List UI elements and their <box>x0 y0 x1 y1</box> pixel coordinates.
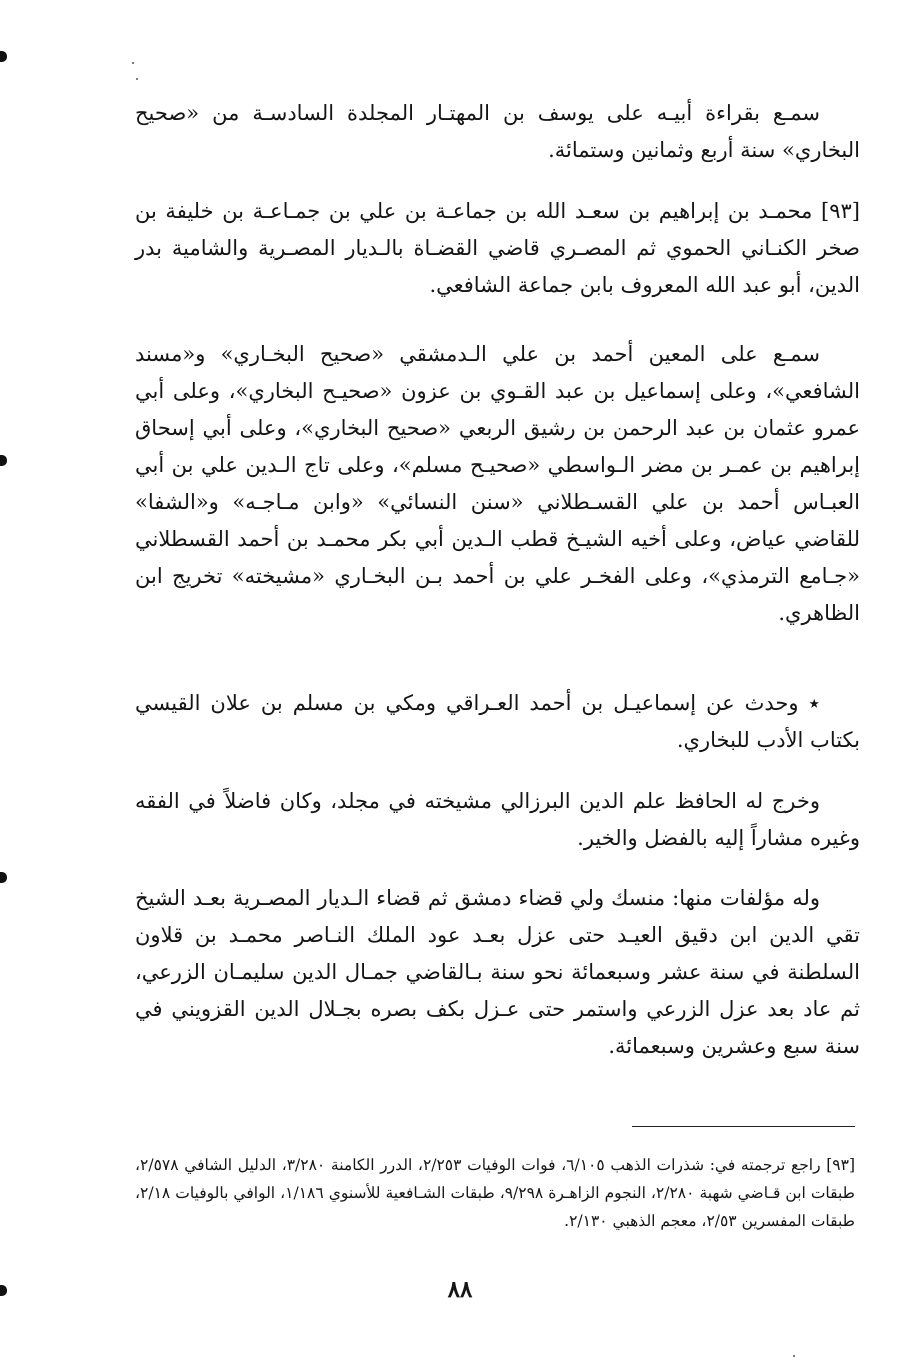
paragraph-mashyakha: وخرج له الحافظ علم الدين البرزالي مشيخته في مجلد، وكان فاضلاً في الفقه وغيره مشاراً إليه بالفضل والخير. <box>135 789 860 850</box>
binding-hole-mark <box>0 872 7 883</box>
paragraph-hearing-from-father: سمـع بقراءة أبيـه على يوسف بن المهتـار المجلدة السادسـة من «صحيح البخاري» سنة أربع وثمانين وستمائة. <box>135 101 860 162</box>
footnote-references: [٩٣] راجع ترجمته في: شذرات الذهب ٦/١٠٥، فوات الوفيات ٢/٢٥٣، الدرر الكامنة ٣/٢٨٠، الدليل الشافي ٢/٥٧٨، طبقات ابن قـاضي شهبة ٢/٢٨٠، النجوم الزاهـرة ٩/٢٩٨، طبقات الشـافعية للأسنوي ١/١٨٦، الوافي بالوفيات ٢/١٨، طبقات المفسرين ٢/٥٣، معجم الذهبي ٢/١٣٠. <box>135 1156 856 1230</box>
paragraph-teachers: سمـع على المعين أحمد بن علي الـدمشقي «صحيح البخـاري» و«مسند الشافعي»، وعلى إسماعيل بن عبد القـوي بن عزون «صحيـح البخاري»، وعلى أبي عمرو عثمان بن عبد الرحمن بن رشيق الربعي «صحيح البخاري»، وعلى أبي إسحاق إبراهيم بن عمـر بن مضر الـواسطي «صحيـح مسلم»، وعلى تاج الـدين علي بن أبي العبـاس أحمد بن علي القسـطلاني «سنن النسائي» «وابن مـاجـه» و«الشفا» للقاضي عياض، وعلى أخيه الشيـخ قطب الـدين أبي بكر محمـد بن أحمد القسطلاني «جـامع الترمذي»، وعلى الفخـر علي بن أحمد بـن البخـاري «مشيخته» تخريج ابن الظاهري. <box>135 342 860 625</box>
paragraph-works-and-offices: وله مؤلفات منها: منسك ولي قضاء دمشق ثم قضاء الـديار المصـرية بعـد الشيخ تقي الدين ابن دقيق العيـد حتى عزل بعـد عود الملك النـاصر محمـد بن قلاون السلطنة في سنة عشر وسبعمائة نحو سنة بـالقاضي جمـال الدين سليمـان الزرعي، ثم عاد بعد عزل الزرعي واستمر حتى عـزل بكف بصره بجـلال الدين القزويني في سنة سبع وعشرين وسبعمائة. <box>135 886 860 1058</box>
footnote-separator <box>632 1126 855 1127</box>
binding-hole-mark <box>0 51 7 62</box>
page-number: ٨٨ <box>447 1276 473 1303</box>
paragraph-entry-93-heading: [٩٣] محمـد بن إبراهيم بن سعـد الله بن جماعـة بن علي بن جمـاعـة بن خليفة بن صخر الكنـاني الحموي ثم المصـري قاضي القضـاة بالـديار المصـرية والشامية بدر الدين، أبو عبد الله المعروف بابن جماعة الشافعي. <box>135 199 860 297</box>
paper-speck <box>136 78 138 80</box>
binding-hole-mark <box>0 455 7 466</box>
paper-speck <box>132 62 134 64</box>
paper-speck <box>793 1355 795 1357</box>
paragraph-narration: ٭ وحدث عن إسماعيـل بن أحمد العـراقي ومكي بن مسلم بن علان القيسي بكتاب الأدب للبخاري. <box>135 691 860 752</box>
